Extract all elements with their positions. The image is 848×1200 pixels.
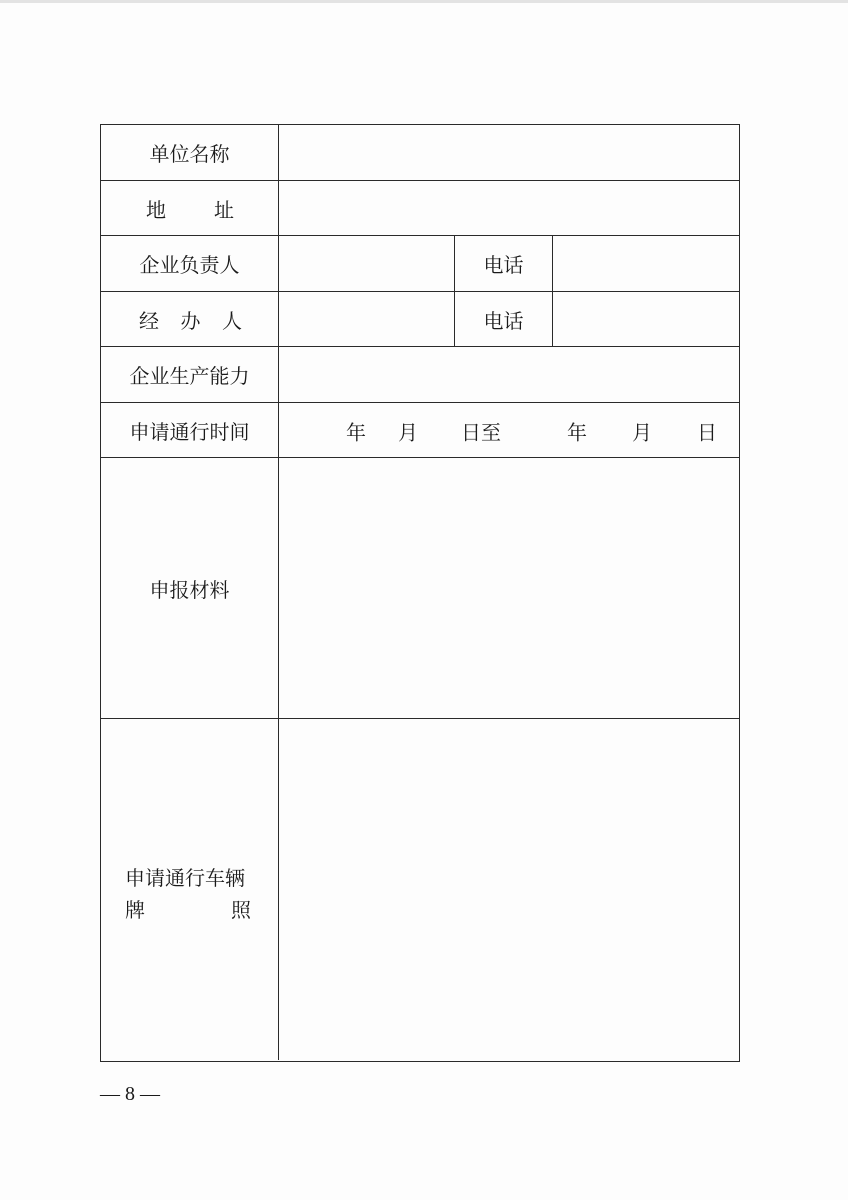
materials-field[interactable] [279, 458, 741, 718]
plates-label [125, 862, 251, 926]
legal-rep-phone-label: 电话 [483, 253, 524, 277]
scan-edge [0, 0, 848, 3]
address-label-char: 地 [146, 198, 166, 222]
handler-label-char: 人 [222, 309, 242, 333]
period-date-range[interactable] [279, 403, 741, 458]
unit-name-label: 单位名称 [149, 142, 230, 166]
period-year-1: 年 [346, 420, 366, 444]
plates-label-line1: 申请通行车辆 [125, 866, 245, 890]
address-field[interactable] [279, 181, 741, 236]
legal-rep-phone-field[interactable] [553, 236, 741, 291]
period-label: 申请通行时间 [129, 420, 250, 444]
plates-label-char: 牌 [125, 898, 145, 922]
period-day-to: 日至 [461, 420, 501, 444]
handler-label-char: 办 [180, 309, 201, 333]
period-month-2: 月 [632, 420, 652, 444]
plates-label-char: 照 [231, 898, 251, 922]
unit-name-field[interactable] [279, 125, 741, 180]
address-label-char: 址 [214, 198, 234, 222]
legal-rep-field[interactable] [279, 236, 454, 291]
handler-phone-field[interactable] [553, 292, 741, 347]
page-number: — 8 — [100, 1083, 160, 1105]
capacity-field[interactable] [279, 347, 741, 402]
handler-phone-label: 电话 [483, 309, 524, 333]
address-label [146, 181, 234, 236]
materials-label: 申报材料 [149, 577, 230, 602]
period-day-2: 日 [697, 420, 717, 444]
plates-field[interactable] [279, 719, 741, 1060]
handler-label [139, 292, 242, 347]
plates-label-line2 [125, 894, 251, 926]
legal-rep-label: 企业负责人 [139, 253, 240, 277]
period-year-2: 年 [567, 420, 587, 444]
period-month-1: 月 [398, 420, 418, 444]
application-form-table [100, 124, 740, 1062]
handler-field[interactable] [279, 292, 454, 347]
capacity-label: 企业生产能力 [129, 364, 250, 388]
handler-label-char: 经 [139, 309, 159, 333]
